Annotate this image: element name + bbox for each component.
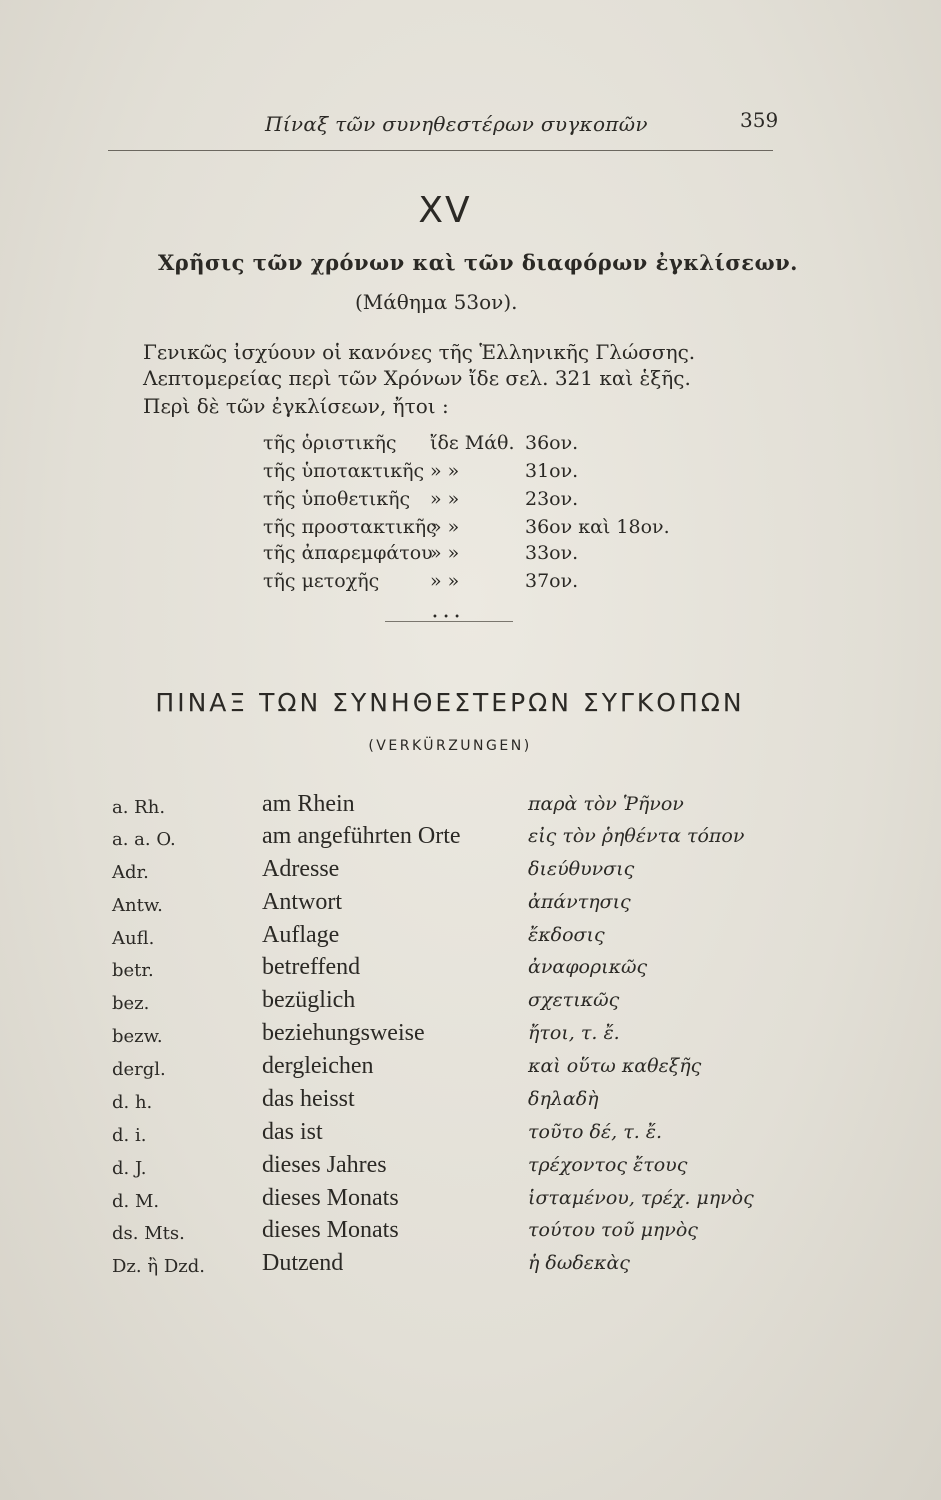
abbr-german: das ist [262,1119,323,1145]
abbr-greek: ἀναφορικῶς [528,956,648,978]
abbr-greek: ἔκδοσις [528,924,605,946]
abbr-german: betreffend [262,954,361,980]
mood-ref-lesson: 31ον. [525,460,579,482]
abbr-greek: τούτου τοῦ μηνὸς [528,1219,698,1241]
abbr-german: beziehungsweise [262,1020,425,1046]
table-title: ΠΙΝΑΞ ΤΩΝ ΣΥΝΗΘΕΣΤΕΡΩΝ ΣΥΓΚΟΠΩΝ [155,688,745,717]
abbr-term: ds. Mts. [112,1223,185,1244]
abbr-term: d. J. [112,1158,147,1179]
abbr-term: Adr. [112,862,149,883]
abbr-german: dieses Jahres [262,1152,387,1178]
abbr-german: bezüglich [262,987,356,1013]
paragraph-line: Γενικῶς ἰσχύουν οἱ κανόνες τῆς Ἑλληνικῆς Γλώσσης. [143,340,696,364]
abbr-german: Dutzend [262,1250,344,1276]
abbr-greek: δηλαδὴ [528,1088,599,1110]
abbr-greek: ἀπάντησις [528,891,631,913]
abbr-term: Antw. [112,895,163,916]
abbr-term: bezw. [112,1026,163,1047]
page-number: 359 [740,108,779,132]
mood-ref-lesson: 36ον καὶ 18ον. [525,516,670,538]
mood-ref-see: ἴδε Μάθ. [430,432,515,454]
paragraph-line: Περὶ δὲ τῶν ἐγκλίσεων, ἤτοι : [143,394,449,418]
mood-ref-lesson: 36ον. [525,432,579,454]
section-reference: (Μάθημα 53ον). [355,290,518,314]
mood-ref-see: » » [430,570,460,592]
abbr-greek: ἤτοι, τ. ἔ. [528,1022,620,1044]
abbr-greek: παρὰ τὸν Ῥῆνον [528,793,684,815]
abbr-greek: τρέχοντος ἔτους [528,1154,688,1176]
mood-ref-lesson: 33ον. [525,542,579,564]
abbr-german: das heisst [262,1086,355,1112]
abbr-greek: ἱσταμένου, τρέχ. μηνὸς [528,1187,754,1209]
section-title: Χρῆσις τῶν χρόνων καὶ τῶν διαφόρων ἐγκλίσεων. [158,250,798,275]
abbr-term: bez. [112,993,150,1014]
abbr-german: am angeführten Orte [262,823,461,849]
abbr-greek: ἡ δωδεκὰς [528,1252,630,1274]
mood-ref-article: τῆς ἀπαρεμφάτου [263,542,433,564]
mood-ref-article: τῆς προστακτικῆς [263,516,437,538]
abbr-german: dergleichen [262,1053,374,1079]
abbr-term: Aufl. [112,928,155,949]
abbr-term: a. Rh. [112,797,166,818]
abbr-greek: καὶ οὕτω καθεξῆς [528,1055,702,1077]
abbr-term: d. i. [112,1125,147,1146]
abbr-greek: τοῦτο δέ, τ. ἔ. [528,1121,663,1143]
mood-ref-see: » » [430,542,460,564]
chapter-number: XV [418,190,472,231]
abbr-german: Adresse [262,856,340,882]
table-subtitle: (VERKÜRZUNGEN) [368,738,532,754]
mood-ref-see: » » [430,488,460,510]
abbr-german: dieses Monats [262,1217,399,1243]
abbr-term: betr. [112,960,154,981]
abbr-greek: εἰς τὸν ῥηθέντα τόπον [528,825,745,847]
mood-ref-lesson: 23ον. [525,488,579,510]
mood-ref-article: τῆς ὁριστικῆς [263,432,397,454]
abbr-term: a. a. O. [112,829,176,850]
abbr-term: d. M. [112,1191,160,1212]
ornament-dots: • • • [432,612,462,623]
mood-ref-see: » » [430,516,460,538]
abbr-german: Auflage [262,922,340,948]
mood-ref-article: τῆς ὑποτακτικῆς [263,460,425,482]
running-head: Πίναξ τῶν συνηθεστέρων συγκοπῶν [265,112,648,136]
abbr-german: dieses Monats [262,1185,399,1211]
abbr-term: dergl. [112,1059,166,1080]
header-rule [108,150,773,151]
abbr-german: Antwort [262,889,342,915]
abbr-greek: σχετικῶς [528,989,620,1011]
abbr-greek: διεύθυνσις [528,858,635,880]
mood-ref-article: τῆς ὑποθετικῆς [263,488,411,510]
mood-ref-article: τῆς μετοχῆς [263,570,380,592]
mood-ref-see: » » [430,460,460,482]
mood-ref-lesson: 37ον. [525,570,579,592]
abbr-term: d. h. [112,1092,153,1113]
abbr-term: Dz. ἢ Dzd. [112,1256,206,1277]
paragraph-line: Λεπτομερείας περὶ τῶν Χρόνων ἴδε σελ. 321 καὶ ἑξῆς. [143,366,691,390]
abbr-german: am Rhein [262,791,355,817]
